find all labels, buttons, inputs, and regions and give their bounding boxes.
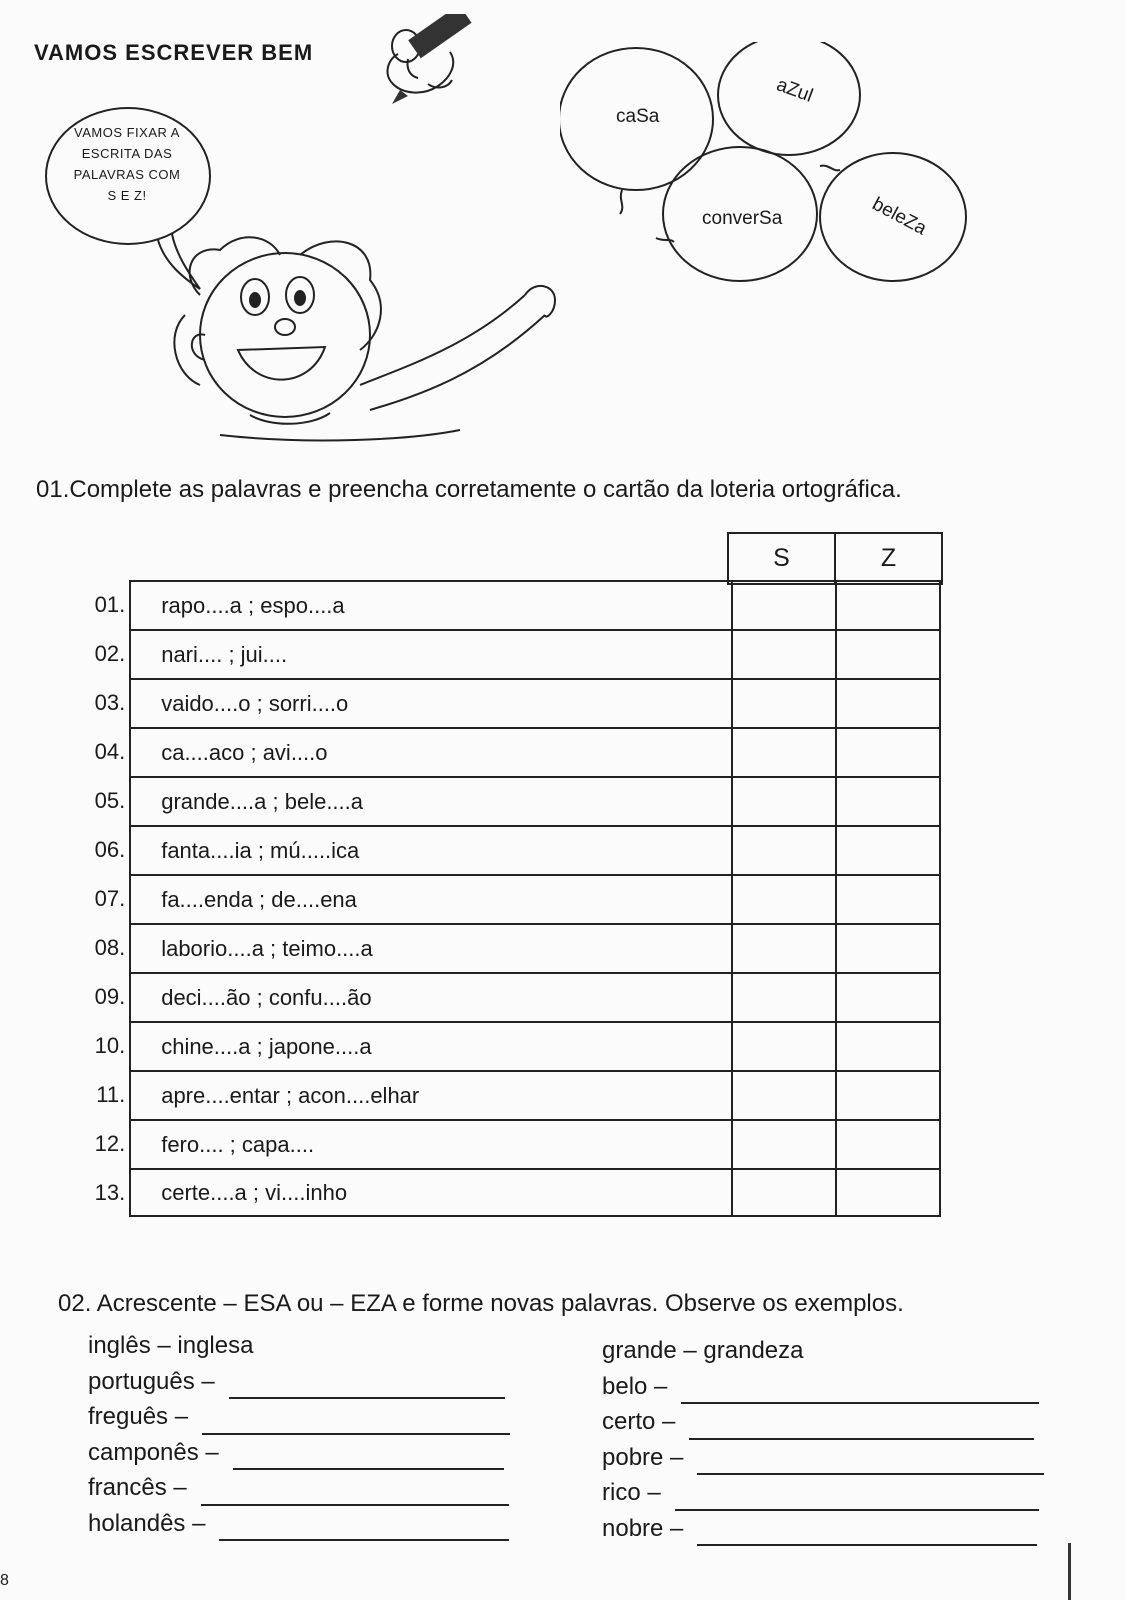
row-words: grande....a ; bele....a bbox=[129, 776, 731, 825]
table-row bbox=[82, 1070, 941, 1119]
s-answer-cell[interactable] bbox=[731, 923, 835, 972]
answer-blank[interactable] bbox=[681, 1380, 1039, 1404]
left-example: inglês – inglesa bbox=[88, 1332, 254, 1359]
z-answer-cell[interactable] bbox=[835, 972, 941, 1021]
left-word-line bbox=[88, 1399, 510, 1435]
row-number: 01. bbox=[94, 591, 126, 617]
right-word-line bbox=[602, 1440, 1044, 1476]
word-prompt: certo – bbox=[602, 1408, 676, 1435]
s-answer-cell[interactable] bbox=[731, 776, 835, 825]
answer-blank[interactable] bbox=[675, 1487, 1039, 1511]
table-row bbox=[82, 629, 941, 678]
answer-blank[interactable] bbox=[697, 1451, 1044, 1475]
word-prompt: belo – bbox=[602, 1372, 668, 1400]
z-answer-cell[interactable] bbox=[835, 1021, 941, 1070]
row-number: 03. bbox=[94, 689, 126, 715]
row-words: laborio....a ; teimo....a bbox=[129, 923, 731, 972]
row-number: 06. bbox=[94, 836, 126, 862]
answer-blank[interactable] bbox=[229, 1375, 505, 1399]
z-answer-cell[interactable] bbox=[835, 678, 941, 727]
s-answer-cell[interactable] bbox=[731, 1168, 835, 1217]
z-answer-cell[interactable] bbox=[835, 776, 941, 825]
answer-blank[interactable] bbox=[697, 1522, 1037, 1546]
answer-blank[interactable] bbox=[219, 1517, 509, 1541]
table-row bbox=[82, 776, 941, 825]
table-row bbox=[82, 727, 941, 776]
right-word-line bbox=[602, 1369, 1044, 1405]
s-answer-cell[interactable] bbox=[731, 1021, 835, 1070]
z-answer-cell[interactable] bbox=[835, 1070, 941, 1119]
right-word-line bbox=[602, 1511, 1044, 1547]
z-answer-cell[interactable] bbox=[835, 1119, 941, 1168]
s-answer-cell[interactable] bbox=[731, 972, 835, 1021]
answer-blank[interactable] bbox=[201, 1482, 509, 1506]
row-number: 05. bbox=[94, 787, 126, 813]
row-words: certe....a ; vi....inho bbox=[129, 1168, 731, 1217]
row-words: fa....enda ; de....ena bbox=[129, 874, 731, 923]
z-answer-cell[interactable] bbox=[835, 629, 941, 678]
z-answer-cell[interactable] bbox=[835, 580, 941, 629]
row-number: 04. bbox=[94, 738, 126, 764]
z-answer-cell[interactable] bbox=[835, 825, 941, 874]
column-s-header: S bbox=[773, 544, 790, 572]
left-word-line bbox=[88, 1364, 510, 1400]
right-word-line bbox=[602, 1475, 1044, 1511]
row-words: ca....aco ; avi....o bbox=[129, 727, 731, 776]
row-number: 02. bbox=[94, 640, 126, 666]
word-prompt: rico – bbox=[602, 1479, 661, 1506]
z-answer-cell[interactable] bbox=[835, 923, 941, 972]
exercise-2-right-column bbox=[602, 1333, 1044, 1546]
row-words: apre....entar ; acon....elhar bbox=[129, 1070, 731, 1119]
balloon-casa: caSa bbox=[616, 106, 660, 127]
row-number: 13. bbox=[94, 1179, 126, 1205]
page-edge-line bbox=[1068, 1543, 1071, 1600]
table-row bbox=[82, 825, 941, 874]
table-row bbox=[82, 874, 941, 923]
s-answer-cell[interactable] bbox=[731, 727, 835, 776]
row-words: fanta....ia ; mú.....ica bbox=[129, 825, 731, 874]
z-answer-cell[interactable] bbox=[835, 874, 941, 923]
exercise-1-instruction: 01.Complete as palavras e preencha corretamente o cartão da loteria ortográfica. bbox=[36, 476, 902, 503]
word-prompt: freguês – bbox=[88, 1403, 189, 1430]
z-answer-cell[interactable] bbox=[835, 727, 941, 776]
left-word-line bbox=[88, 1435, 510, 1471]
lottery-card-table bbox=[82, 580, 941, 1217]
table-row bbox=[82, 580, 941, 629]
row-words: deci....ão ; confu....ão bbox=[129, 972, 731, 1021]
speech-bubble-text: VAMOS FIXAR A ESCRITA DAS PALAVRAS COM S E Z! bbox=[73, 125, 181, 203]
word-prompt: português – bbox=[88, 1367, 215, 1395]
s-answer-cell[interactable] bbox=[731, 874, 835, 923]
exercise-2-left-column bbox=[88, 1328, 510, 1541]
table-row bbox=[82, 972, 941, 1021]
table-row bbox=[82, 923, 941, 972]
word-prompt: pobre – bbox=[602, 1443, 684, 1471]
s-answer-cell[interactable] bbox=[731, 629, 835, 678]
left-word-line bbox=[88, 1470, 510, 1506]
page-title: VAMOS ESCREVER BEM bbox=[34, 40, 314, 65]
word-prompt: holandês – bbox=[88, 1509, 206, 1537]
row-words: chine....a ; japone....a bbox=[129, 1021, 731, 1070]
word-prompt: francês – bbox=[88, 1474, 187, 1501]
answer-blank[interactable] bbox=[233, 1446, 504, 1470]
word-prompt: camponês – bbox=[88, 1438, 219, 1466]
row-number: 11. bbox=[96, 1081, 126, 1107]
right-word-line bbox=[602, 1404, 1044, 1440]
answer-blank[interactable] bbox=[689, 1416, 1034, 1440]
table-row bbox=[82, 1021, 941, 1070]
word-prompt: nobre – bbox=[602, 1514, 684, 1542]
column-z-header: Z bbox=[834, 534, 941, 583]
lottery-card-header bbox=[727, 532, 943, 585]
row-number: 07. bbox=[94, 885, 126, 911]
girl-illustration bbox=[160, 235, 600, 450]
page-number: 8 bbox=[0, 1572, 9, 1589]
row-words: rapo....a ; espo....a bbox=[129, 580, 731, 629]
row-number: 12. bbox=[94, 1130, 126, 1156]
balloon-conversa: converSa bbox=[702, 208, 783, 229]
exercise-2-instruction: 02. Acrescente – ESA ou – EZA e forme novas palavras. Observe os exemplos. bbox=[58, 1290, 904, 1317]
s-answer-cell[interactable] bbox=[731, 1070, 835, 1119]
row-number: 09. bbox=[94, 983, 126, 1009]
row-words: nari.... ; jui.... bbox=[129, 629, 731, 678]
row-number: 10. bbox=[94, 1032, 126, 1058]
balloon-azul: aZul bbox=[773, 74, 816, 107]
left-word-line bbox=[88, 1506, 510, 1542]
answer-blank[interactable] bbox=[202, 1411, 510, 1435]
row-number: 08. bbox=[94, 934, 126, 960]
s-answer-cell[interactable] bbox=[731, 825, 835, 874]
table-row bbox=[82, 1119, 941, 1168]
s-answer-cell[interactable] bbox=[731, 678, 835, 727]
row-words: vaido....o ; sorri....o bbox=[129, 678, 731, 727]
z-answer-cell[interactable] bbox=[835, 1168, 941, 1217]
row-words: fero.... ; capa.... bbox=[129, 1119, 731, 1168]
right-example: grande – grandeza bbox=[602, 1337, 804, 1364]
table-row bbox=[82, 678, 941, 727]
table-row bbox=[82, 1168, 941, 1217]
s-answer-cell[interactable] bbox=[731, 580, 835, 629]
s-answer-cell[interactable] bbox=[731, 1119, 835, 1168]
balloon-beleza: beleZa bbox=[868, 193, 930, 240]
pencil-hand-icon bbox=[378, 14, 478, 104]
